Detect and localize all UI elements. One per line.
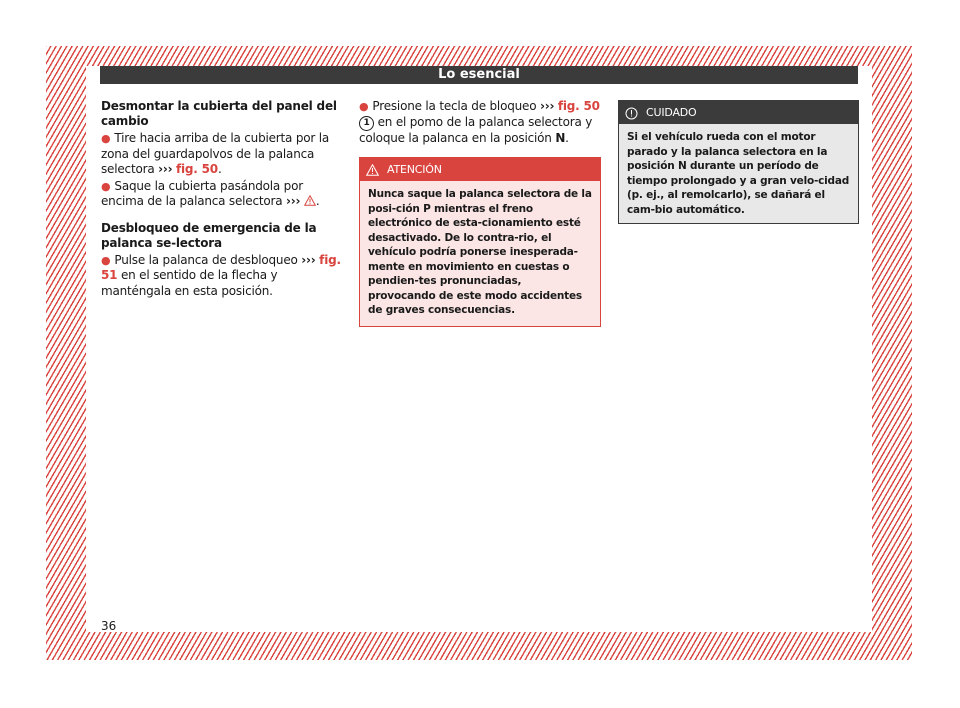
page-number: 36 [101,619,117,633]
caution-box [618,100,859,224]
bullet-icon: ● [359,100,369,113]
warning-box [359,157,601,327]
column-middle [359,99,601,327]
callout-number: 1 [359,116,374,131]
warning-triangle-icon [304,195,316,206]
warning-text: Nunca saque la palanca selectora de la posi-ción P mientras el freno electrónico de esta-cionamiento esté desactivado. De lo contra-rio, el vehículo podría ponerse inesperada-mente en movimiento en cuestas o pendien-tes pronunciadas, provocando de este modo accidentes de graves consecuencias. [360,181,600,326]
list-item: ● Tire hacia arriba de la cubierta por la zona del guardapolvos de la palanca selectora ››› fig. 50. [101,131,330,176]
bullet-icon: ● [101,253,111,267]
list-item: ● Saque la cubierta pasándola por encima de la palanca selectora ››› . [101,178,320,208]
warning-triangle-icon [366,164,379,176]
list-item: ● Pulse la palanca de desbloqueo ››› fig. 51 en el sentido de la flecha y manténgala en esta posición. [101,252,341,298]
column-left [101,99,345,300]
caution-title: CUIDADO [646,106,697,119]
bullet-icon: ● [101,179,111,193]
heading-emergency-unlock: Desbloqueo de emergencia de la palanca se-lectora [101,220,317,250]
section-header: Lo esencial [100,66,858,84]
column-right [618,100,859,224]
bullet-icon: ● [101,132,111,145]
fig-link[interactable]: fig. 50 [175,162,218,176]
arrows-icon: ››› [539,99,555,113]
caution-text: Si el vehículo rueda con el motor parado y la palanca selectora en la posición N durante un período de tiempo prolongado y a gran velo-cidad (p. ej., al remolcarlo), se dañará el cam-bio automático. [619,124,858,223]
arrows-icon: ››› [158,162,173,176]
caution-header [619,101,858,124]
warning-header [360,158,600,181]
notice-circle-icon [625,107,638,120]
position-label: N [555,130,566,145]
fig-link[interactable]: fig. 51 [101,252,341,282]
arrows-icon: ››› [286,194,301,208]
list-item: ● Presione la tecla de bloqueo ››› fig. 50 1 en el pomo de la palanca selectora y coloque la palanca en la posición N. [359,99,600,145]
fig-link[interactable]: fig. 50 [557,99,600,113]
heading-remove-cover: Desmontar la cubierta del panel del cambio [101,99,337,128]
arrows-icon: ››› [301,252,316,267]
warning-title: ATENCIÓN [387,163,442,176]
